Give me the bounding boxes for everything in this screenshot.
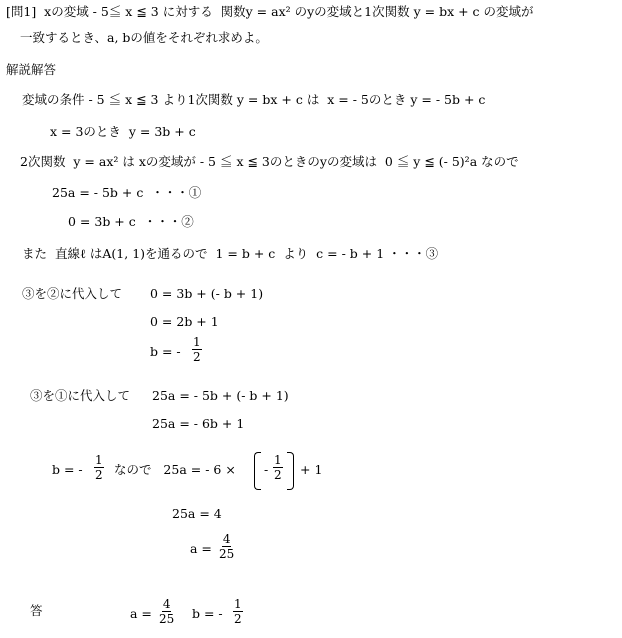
equation-25a-eq-4: 25a = 4 <box>172 506 222 521</box>
fraction-one-half-2 <box>94 453 104 482</box>
fraction-numerator: 1 <box>95 453 103 467</box>
equation-25a-eq-minus-6b-plus-1: 25a = - 6b + 1 <box>152 416 245 431</box>
fraction-four-25 <box>218 532 235 561</box>
fraction-denominator: 2 <box>193 350 201 364</box>
answer-b-label: b = - <box>192 606 223 621</box>
b-equals-label-2: b = - <box>52 462 83 477</box>
fraction-denominator: 2 <box>95 468 103 482</box>
answer-label: 答 <box>30 603 43 618</box>
problem-statement-line-1: [問1] xの変域 - 5≦ x ≦ 3 に対する 関数y = ax² のyの変域と1次関数 y = bx + c の変域が <box>6 4 534 19</box>
fraction-numerator: 1 <box>274 453 282 467</box>
fraction-one-half-3 <box>273 453 283 482</box>
substitute-3-into-2-label: ③を②に代入して <box>22 286 123 301</box>
fraction-denominator: 25 <box>219 547 235 561</box>
fraction-one-half <box>192 335 202 364</box>
answer-a-label: a = <box>130 606 152 621</box>
substitution-expression: なので 25a = - 6 × <box>114 462 236 477</box>
fraction-numerator: 4 <box>222 532 231 546</box>
fraction-numerator: 1 <box>234 597 242 611</box>
answer-fraction-one-half <box>233 597 243 626</box>
left-parenthesis <box>254 452 261 490</box>
substitute-3-into-2-eq: 0 = 3b + (- b + 1) <box>150 286 264 301</box>
answer-fraction-four-25 <box>158 597 175 626</box>
fraction-numerator: 4 <box>162 597 171 611</box>
right-parenthesis <box>287 452 294 490</box>
equation-1: 25a = - 5b + c ・・・① <box>52 185 202 200</box>
fraction-numerator: 1 <box>193 335 201 349</box>
substitute-3-into-1-label: ③を①に代入して <box>30 388 131 403</box>
fraction-denominator: 2 <box>274 468 282 482</box>
fraction-denominator: 2 <box>234 612 242 626</box>
problem-statement-line-2: 一致するとき、a, bの値をそれぞれ求めよ。 <box>20 30 268 45</box>
plus-one: + 1 <box>300 462 323 477</box>
step-domain-condition: 変域の条件 - 5 ≦ x ≦ 3 より1次関数 y = bx + c は x = - 5のとき y = - 5b + c <box>22 92 486 107</box>
step-x-equals-3: x = 3のとき y = 3b + c <box>50 124 196 139</box>
a-equals-label: a = <box>190 541 212 556</box>
substitute-3-into-1-eq: 25a = - 5b + (- b + 1) <box>152 388 289 403</box>
step-line-through-a: また 直線ℓ はA(1, 1)を通るので 1 = b + c より c = - b + 1 ・・・③ <box>22 246 439 261</box>
step-quadratic-range: 2次関数 y = ax² は xの変域が - 5 ≦ x ≦ 3のときのyの変域は 0 ≦ y ≦ (- 5)²a なので <box>20 154 519 169</box>
solution-heading: 解説解答 <box>6 62 57 77</box>
equation-0-eq-2b-plus-1: 0 = 2b + 1 <box>150 314 219 329</box>
fraction-denominator: 25 <box>159 612 175 626</box>
equation-2: 0 = 3b + c ・・・② <box>68 214 194 229</box>
minus-sign: - <box>264 462 269 477</box>
b-equals-label: b = - <box>150 344 181 359</box>
